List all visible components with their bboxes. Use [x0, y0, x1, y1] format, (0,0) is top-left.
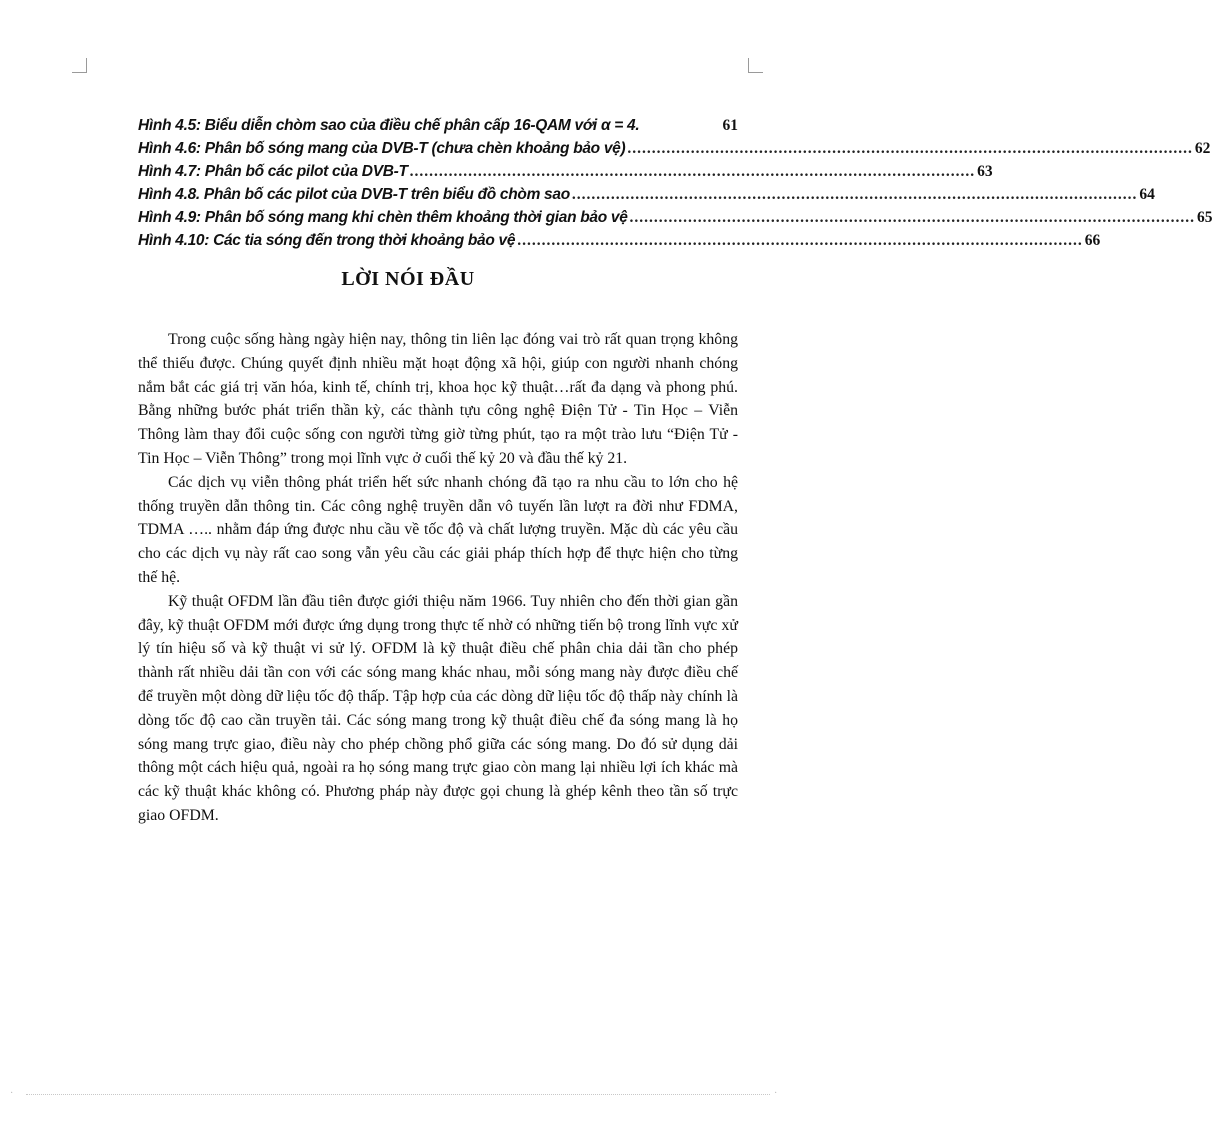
toc-leader-dots: ....................................................................................................................	[409, 163, 976, 180]
toc-entry-page: 63	[977, 163, 993, 180]
crop-mark-top-right	[748, 58, 763, 73]
toc-entry-page: 65	[1197, 209, 1213, 226]
body-text	[138, 328, 738, 828]
toc-entry[interactable]	[138, 137, 1211, 160]
toc-entry[interactable]	[138, 183, 1155, 206]
toc-entry-label: Hình 4.8. Phân bố các pilot của DVB-T trên biểu đồ chòm sao	[138, 186, 570, 203]
footer-divider	[26, 1094, 770, 1095]
toc-entry-page: 61	[722, 117, 738, 134]
crop-mark-bottom-left: ·	[10, 1088, 14, 1099]
section-title: LỜI NÓI ĐẦU	[341, 268, 475, 290]
toc-leader-dots: ....................................................................................................................	[627, 140, 1193, 157]
toc-entry-label: Hình 4.7: Phân bố các pilot của DVB-T	[138, 163, 408, 180]
toc-entry-page: 64	[1139, 186, 1155, 203]
toc-leader-dots: ....................................................................................................................	[517, 232, 1083, 249]
body-paragraph: Các dịch vụ viễn thông phát triển hết sức nhanh chóng đã tạo ra nhu cầu to lớn cho hệ thống truyền dẫn thông tin. Các công nghệ truyền dẫn vô tuyến lần lượt ra đời như FDMA, TDMA ….. nhằm đáp ứng được nhu cầu về tốc độ và chất lượng truyền. Mặc dù các yêu cầu cho các dịch vụ này rất cao song vẫn yêu cầu các giải pháp thích hợp để thực hiện cho từng thế hệ.	[138, 473, 738, 586]
toc-entry-label: Hình 4.6: Phân bố sóng mang của DVB-T (chưa chèn khoảng bảo vệ)	[138, 140, 626, 157]
toc-entry[interactable]	[138, 114, 738, 137]
toc-entry-page: 66	[1084, 232, 1101, 249]
body-paragraph: Kỹ thuật OFDM lần đầu tiên được giới thiệu năm 1966. Tuy nhiên cho đến thời gian gần đây, kỹ thuật OFDM mới được ứng dụng trong thực tế nhờ có những tiến bộ trong lĩnh vực xử lý tín hiệu số và kỹ thuật vi sử lý. OFDM là kỹ thuật điều chế phân chia dải tần cho phép thành rất nhiều dải tần con với các sóng mang khác nhau, mỗi sóng mang này được điều chế để truyền một dòng dữ liệu tốc độ thấp. Tập hợp của các dòng dữ liệu tốc độ thấp này chính là dòng tốc độ cao cần truyền tải. Các sóng mang trong kỹ thuật điều chế đa sóng mang là họ sóng mang trực giao, điều này cho phép chồng phổ giữa các sóng mang. Do đó sử dụng dải thông một cách hiệu quả, ngoài ra họ sóng mang trực giao còn mang lại nhiều lợi ích khác mà các kỹ thuật khác không có. Phương pháp này được gọi chung là ghép kênh theo tần số trực giao OFDM.	[138, 592, 738, 824]
toc-entry-label: Hình 4.10: Các tia sóng đến trong thời khoảng bảo vệ	[138, 232, 516, 249]
crop-mark-bottom-right: ·	[774, 1088, 778, 1099]
toc-entry-label: Hình 4.5: Biểu diễn chòm sao của điều chế phân cấp 16-QAM với α = 4.	[138, 117, 640, 134]
toc-leader-dots: ....................................................................................................................	[571, 186, 1138, 203]
body-paragraph: Trong cuộc sống hàng ngày hiện nay, thông tin liên lạc đóng vai trò rất quan trọng không thể thiếu được. Chúng quyết định nhiều mặt hoạt động xã hội, giúp con người nhanh chóng nắm bắt các giá trị văn hóa, kinh tế, chính trị, khoa học kỹ thuật…rất đa dạng và phong phú. Bằng những bước phát triển thần kỳ, các thành tựu công nghệ Điện Tử - Tin Học – Viễn Thông làm thay đổi cuộc sống con người từng giờ từng phút, tạo ra một trào lưu “Điện Tử - Tin Học – Viễn Thông” trong mọi lĩnh vực ở cuối thế kỷ 20 và đầu thế kỷ 21.	[138, 331, 738, 467]
table-of-figures	[138, 114, 1213, 252]
toc-leader-dots: ....................................................................................................................	[629, 209, 1196, 226]
toc-entry[interactable]	[138, 160, 993, 183]
toc-entry-page: 62	[1194, 140, 1211, 157]
toc-entry[interactable]	[138, 206, 1213, 229]
toc-entry[interactable]	[138, 229, 1101, 252]
crop-mark-top-left	[72, 58, 87, 73]
toc-entry-label: Hình 4.9: Phân bố sóng mang khi chèn thêm khoảng thời gian bảo vệ	[138, 209, 628, 226]
